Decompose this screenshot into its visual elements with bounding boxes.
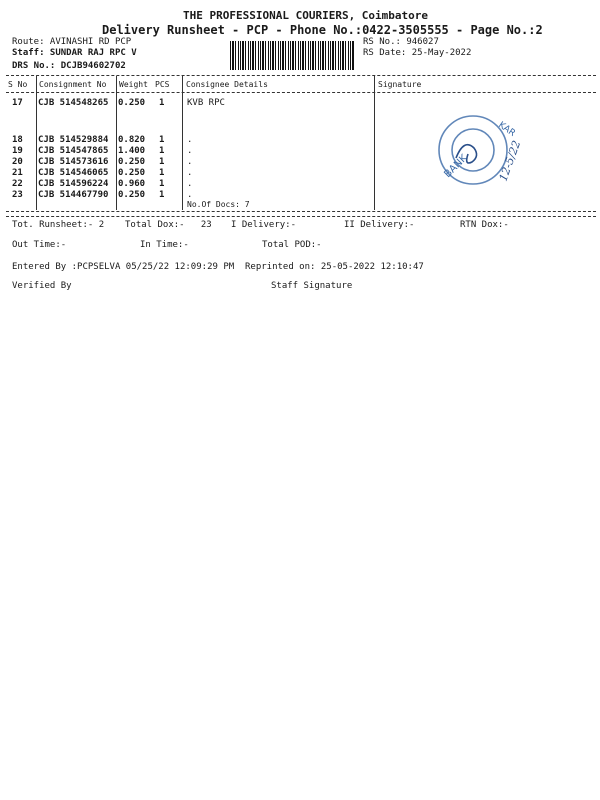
row-pcs: 1 bbox=[159, 98, 165, 108]
handwritten-date: 12-5/22 bbox=[496, 138, 524, 184]
table-top-rule bbox=[6, 75, 596, 76]
row-weight: 0.250 bbox=[118, 168, 146, 178]
i-delivery: I Delivery:- bbox=[231, 220, 297, 230]
row-consignment: CJB 514546065 bbox=[38, 168, 109, 178]
col-header-weight: Weight bbox=[119, 80, 148, 89]
row-sno: 22 bbox=[12, 179, 23, 189]
row-consignment: CJB 514596224 bbox=[38, 179, 109, 189]
total-pod: Total POD:- bbox=[262, 240, 322, 250]
runsheet-subtitle: Delivery Runsheet - PCP - Phone No.:0422-3505555 - Page No.:2 bbox=[102, 23, 543, 37]
row-weight: 1.400 bbox=[118, 146, 146, 156]
table-header-rule bbox=[6, 92, 596, 93]
verified-by: Verified By bbox=[12, 281, 72, 291]
company-title: THE PROFESSIONAL COURIERS, Coimbatore bbox=[183, 9, 429, 22]
row-sno: 17 bbox=[12, 98, 23, 108]
row-sno: 19 bbox=[12, 146, 23, 156]
no-of-docs: No.Of Docs: 7 bbox=[187, 200, 250, 209]
ii-delivery: II Delivery:- bbox=[344, 220, 415, 230]
row-details: . bbox=[187, 168, 193, 178]
row-weight: 0.250 bbox=[118, 157, 146, 167]
row-details: KVB RPC bbox=[187, 98, 225, 108]
row-pcs: 1 bbox=[159, 135, 165, 145]
row-details: . bbox=[187, 190, 193, 200]
entered-by: Entered By :PCPSELVA 05/25/22 12:09:29 PM bbox=[12, 262, 235, 272]
row-consignment: CJB 514573616 bbox=[38, 157, 109, 167]
row-details: . bbox=[187, 179, 193, 189]
rs-number: RS No.: 946027 bbox=[363, 37, 439, 47]
row-details: . bbox=[187, 157, 193, 167]
staff-label: Staff: SUNDAR RAJ RPC V bbox=[12, 48, 137, 58]
row-weight: 0.960 bbox=[118, 179, 146, 189]
totals-rule bbox=[6, 216, 596, 217]
row-sno: 18 bbox=[12, 135, 23, 145]
barcode bbox=[230, 41, 355, 70]
total-dox: Total Dox:- 23 bbox=[125, 220, 212, 230]
col-header-consignee: Consignee Details bbox=[186, 80, 268, 89]
row-weight: 0.250 bbox=[118, 190, 146, 200]
col-sep-1 bbox=[36, 76, 37, 210]
drs-number: DRS No.: DCJB94602702 bbox=[12, 61, 126, 71]
row-sno: 21 bbox=[12, 168, 23, 178]
row-details: . bbox=[187, 135, 193, 145]
row-pcs: 1 bbox=[159, 179, 165, 189]
route-label: Route: AVINASHI RD PCP bbox=[12, 37, 132, 47]
row-weight: 0.250 bbox=[118, 98, 146, 108]
row-pcs: 1 bbox=[159, 190, 165, 200]
row-pcs: 1 bbox=[159, 146, 165, 156]
col-sep-2 bbox=[116, 76, 117, 210]
row-weight: 0.820 bbox=[118, 135, 146, 145]
row-consignment: CJB 514547865 bbox=[38, 146, 109, 156]
rtn-dox: RTN Dox:- bbox=[460, 220, 509, 230]
row-sno: 20 bbox=[12, 157, 23, 167]
col-sep-3 bbox=[182, 76, 183, 210]
row-consignment: CJB 514467790 bbox=[38, 190, 109, 200]
in-time: In Time:- bbox=[140, 240, 189, 250]
out-time: Out Time:- bbox=[12, 240, 67, 250]
col-header-consignment: Consignment No bbox=[39, 80, 107, 89]
col-header-pcs: PCS bbox=[155, 80, 170, 89]
rs-date: RS Date: 25-May-2022 bbox=[363, 48, 472, 58]
reprinted-on: Reprinted on: 25-05-2022 12:10:47 bbox=[245, 262, 424, 272]
bank-stamp bbox=[428, 108, 548, 198]
staff-signature: Staff Signature bbox=[271, 281, 353, 291]
col-sep-4 bbox=[374, 76, 375, 210]
row-pcs: 1 bbox=[159, 157, 165, 167]
col-header-signature: Signature bbox=[378, 80, 422, 89]
row-details: . bbox=[187, 146, 193, 156]
table-bottom-rule bbox=[6, 211, 596, 212]
row-pcs: 1 bbox=[159, 168, 165, 178]
row-consignment: CJB 514529884 bbox=[38, 135, 109, 145]
col-header-sno: S No bbox=[8, 80, 28, 89]
tot-runsheet: Tot. Runsheet:- 2 bbox=[12, 220, 105, 230]
stamp-bank-text: BANK bbox=[442, 152, 470, 181]
stamp-right-text: KAR bbox=[496, 120, 517, 139]
row-sno: 23 bbox=[12, 190, 23, 200]
row-consignment: CJB 514548265 bbox=[38, 98, 109, 108]
